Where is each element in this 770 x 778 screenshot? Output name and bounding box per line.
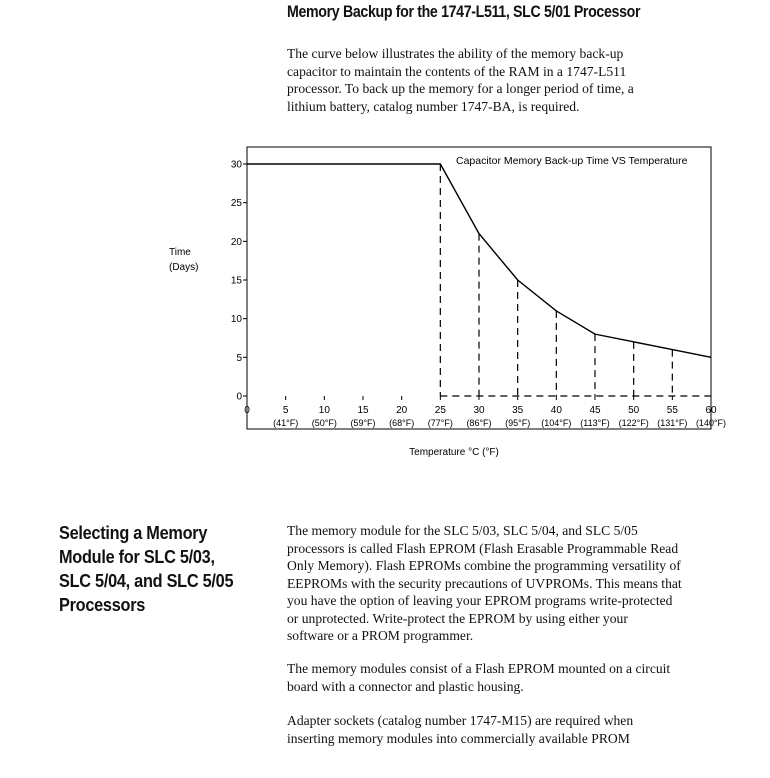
- paragraph-line: Only Memory). Flash EPROMs combine the programming versatility of: [287, 558, 681, 573]
- heading-line: Module for SLC 5/03,: [59, 546, 215, 567]
- y-tick-label: 30: [230, 159, 242, 171]
- x-tick-sublabel: (41°F): [273, 418, 299, 428]
- paragraph-line: The memory module for the SLC 5/03, SLC 5/04, and SLC 5/05: [287, 523, 638, 538]
- paragraph-line: EEPROMs with the security precautions of UVPROMs. This means that: [287, 575, 682, 591]
- paragraph-line: you have the option of leaving your EPROM programs write-protected: [287, 593, 673, 608]
- x-tick-sublabel: (50°F): [311, 418, 337, 428]
- section-heading-selecting-memory-module: [59, 521, 248, 617]
- x-axis-label: Temperature °C (°F): [409, 447, 499, 458]
- paragraph-line: lithium battery, catalog number 1747-BA, is required.: [287, 98, 580, 114]
- x-tick-sublabel: (77°F): [427, 418, 453, 428]
- x-tick-label: 50: [628, 405, 640, 416]
- x-tick-sublabel: (95°F): [505, 418, 531, 428]
- x-tick-label: 25: [434, 405, 446, 416]
- x-tick-label: 30: [473, 405, 485, 416]
- y-tick-label: 20: [230, 236, 242, 248]
- x-tick-sublabel: (104°F): [541, 418, 572, 428]
- x-tick-sublabel: (140°F): [695, 418, 727, 428]
- x-tick-label: 5: [282, 405, 289, 416]
- x-tick-label: 0: [244, 405, 250, 416]
- x-tick-label: 10: [318, 405, 330, 416]
- paragraph-line: The curve below illustrates the ability of the memory back-up: [287, 46, 624, 61]
- y-tick-label: 0: [236, 391, 242, 403]
- x-tick-sublabel: (86°F): [466, 418, 492, 428]
- heading-line: Selecting a Memory: [59, 522, 208, 543]
- y-tick-label: 25: [230, 198, 242, 210]
- x-tick-label: 20: [396, 405, 408, 416]
- x-tick-sublabel: (131°F): [657, 418, 688, 428]
- x-tick-label: 55: [666, 405, 678, 416]
- memory-module-paragraph-1: [287, 522, 682, 645]
- chart-title: Capacitor Memory Back-up Time VS Temperature: [456, 155, 688, 167]
- x-tick-sublabel: (68°F): [389, 418, 415, 428]
- y-tick-label: 5: [236, 352, 242, 364]
- memory-module-paragraph-2: [287, 660, 670, 695]
- paragraph-line: software or a PROM programmer.: [287, 628, 474, 643]
- y-tick-label: 15: [230, 275, 242, 287]
- paragraph-line: or unprotected. Write-protect the EPROM by using either your: [287, 610, 628, 626]
- y-axis-label-line-2: (Days): [169, 262, 199, 273]
- x-tick-label: 40: [550, 405, 562, 416]
- x-tick-label: 60: [705, 405, 717, 416]
- section-title-memory-backup: Memory Backup for the 1747-L511, SLC 5/01 Processor: [287, 3, 641, 21]
- paragraph-line: processors is called Flash EPROM (Flash Erasable Programmable Read: [287, 540, 679, 556]
- x-tick-sublabel: (122°F): [618, 418, 649, 428]
- y-axis-label-line-1: Time: [169, 247, 191, 258]
- x-tick-sublabel: (113°F): [580, 418, 610, 428]
- paragraph-line: inserting memory modules into commercially available PROM: [287, 730, 630, 746]
- y-tick-label: 10: [230, 314, 242, 326]
- x-tick-sublabel: (59°F): [350, 418, 376, 428]
- paragraph-line: board with a connector and plastic housing.: [287, 678, 524, 694]
- x-tick-label: 45: [589, 405, 601, 416]
- paragraph-line: Adapter sockets (catalog number 1747-M15) are required when: [287, 713, 634, 728]
- heading-line: Processors: [59, 594, 146, 615]
- paragraph-line: processor. To back up the memory for a longer period of time, a: [287, 81, 634, 96]
- memory-module-paragraph-3: [287, 712, 633, 747]
- heading-line: SLC 5/04, and SLC 5/05: [59, 570, 234, 591]
- x-tick-label: 35: [512, 405, 524, 416]
- x-tick-label: 15: [357, 405, 369, 416]
- paragraph-line: The memory modules consist of a Flash EPROM mounted on a circuit: [287, 661, 671, 676]
- paragraph-line: capacitor to maintain the contents of the RAM in a 1747-L511: [287, 63, 627, 79]
